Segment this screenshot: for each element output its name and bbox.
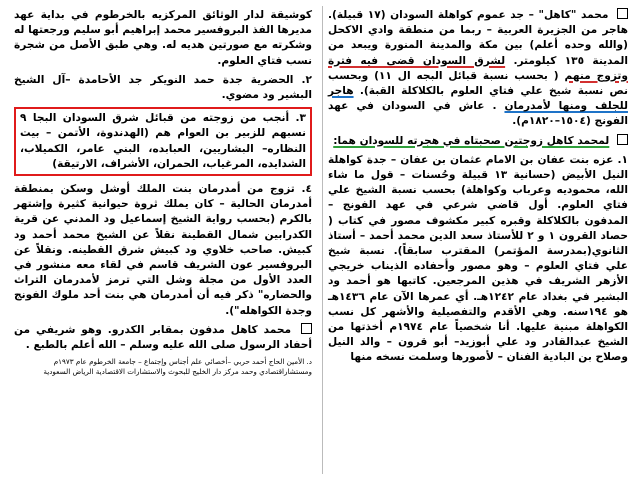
footnote-line-2: ومستشاراقتصادي وحمد مركز دار الخليج للبحوث والاستشارات الاقتصادية الرياض السعودية — [43, 367, 312, 377]
list-item-1 — [328, 153, 628, 366]
list-item-text: تزوج من أمدرمان بنت الملك أوشل وسكن بمنطقة أمدرمان الحالية – كان يملك ثروة حيوانية كثيرة وإشتهر بالكرم (بحسب رواية الشيخ إسماعيل ود المدني عن قرية الكدرابين شمال القطينة نقلاً عن الشيخ محمد أحمد ود كبيش. صاحب خلاوي ود كبيش شرق القطينه. ونقلاً عن البروفسير عون الشريف قاسم في لقاء معه منشور في العدد الأول من مجلة وشل التي ترمز لأمدرمان التراث والحضاره" ذكر فيه أن أمدرمان هي بنت أحد ملوك الفونج وجدة الكواهله"). — [14, 183, 312, 317]
intro-line-11: (١٥٠٤–١٨٢٠م). — [512, 115, 591, 128]
list-item-text: أنجب من زوجته من قبائل شرق السودان البجا ٩ نسبهم للزبير بن العوام هم (الهدندوة، الأتمن – بيت النظاره– البشاريين، العبابده، البني عامر، الكميلاب، الشدايده، المرغياب، الحمران، الأشراف، الارتيقة) — [20, 112, 306, 170]
list-item-text: الحضرية جدة حمد النويكر جد الأحامدة –آل الشيخ البشير ود مضوي. — [14, 73, 312, 102]
intro-line-7: نص نسبة شيخ علي فتاي العلوم بالكلاكلة القبة). — [359, 85, 628, 98]
right-column — [328, 8, 628, 370]
intro-highlight-married: وتزوج منهم — [564, 69, 628, 82]
bullet-checkbox-icon — [617, 134, 628, 145]
column-divider — [322, 6, 323, 474]
intro-line-2: (والله وحده أعلم) بين مكة والمدينة المنورة ويبعد من — [328, 39, 628, 52]
intro-highlight-jalaf: للجلف ومنها لأمدرمان — [504, 100, 628, 113]
highlight-box — [14, 107, 312, 176]
list-item-4 — [14, 182, 312, 319]
list-item-number: ٣. — [295, 112, 306, 125]
list-item-2 — [14, 73, 312, 103]
intro-line-1: هاجر من الجزيرة العربية – ربما من منطقة وادي الاكحل — [328, 24, 628, 37]
list-item-text: عزه بنت عفان بن الامام عثمان بن عفان – جدة كواهلة النيل الأبيض (حسانية ١٣ قبيلة وحُسنات – قول ما شاء الله، محموديه وعرباب وكواهلة) بحسب نسبة الشيخ علي فتاي العلوم. أول قاضي شرعي في عهد الفونج – المدفون بالكلاكلة وقبره كبير مكشوف مصور في كتاب ( حصاد القرون ١ و ٢ للأستاذ سعد الدين محمد أحمد – أستاذ الثانوي(بمدرسة المؤتمر) المقترب سابقاً). نسبة شيخ علي فتاي العلوم – وهو مصور وأحفاده الذيناب خريجي الأزهر الشريف في هذين المرجعين. كاتبها هو أحمد ود البشير في بغداد عام ١٢٤٢هـ. أي عمرها الآن عام ١٤٣٦هـ هو ١٩٤سنه. وهي الأقدم والتفصيلية والأشهر كل نسب الكواهلة مبنية عليها. أنا شخصياً عام ١٩٧٤م أخذتها من الشيخ عبدالقادر ود علي أبوزيد– أبو قرون – والد النيل وصلاح بن البادية الفنان – لأصورها وسلمت نسخه منها — [328, 153, 629, 364]
list-item-number: ٤. — [301, 183, 312, 196]
left-column — [14, 8, 312, 377]
intro-title: محمد "كاهل" – جد عموم كواهلة السودان (١٧ قبيلة). — [328, 9, 609, 21]
footnote-line-1: د. الأمين الحاج أحمد حربي –أخصائي علم أجناس وإجتماع – جامعة الخرطوم عام ١٩٧٣م — [53, 357, 312, 367]
list-item-number: ٢. — [301, 73, 312, 86]
intro-highlight-migrated: هاجر — [328, 85, 354, 98]
intro-line-3: المدينة ١٣٥ كيلومتر. — [513, 54, 628, 67]
wives-heading-text: لمحمد كاهل زوجتين صحبتاه في هجرته للسودان هما: — [333, 134, 610, 147]
wives-heading — [328, 134, 628, 149]
intro-highlight-east-sudan: لشرق السودان قضى فيه فترة — [328, 54, 506, 67]
intro-paragraph — [328, 8, 628, 130]
footnote — [14, 357, 312, 377]
intro-line-10: . عاش في السودان في عهد الفونج — [328, 100, 628, 128]
burial-paragraph — [14, 323, 312, 353]
bullet-checkbox-icon — [301, 323, 312, 334]
continuation-paragraph: كوشيقة لدار الوثائق المركزيه بالخرطوم في بداية عهد مديرها الفذ البروفسير محمد إبراهيم أبو سليم ورجعتها له وشكرته مع صورتين هديه له. وهي طبق الأصل من شجرة نسب فتاي العلوم. — [13, 9, 312, 67]
burial-text: محمد كاهل مدفون بمقابر الكدرو. وهو شريفي من أحفاد الرسول صلى الله عليه وسلم – الله أعلم بالطبع . — [14, 323, 312, 352]
list-item-number: ١. — [617, 153, 628, 166]
bullet-checkbox-icon — [617, 8, 628, 19]
intro-line-6: ( بحسب نسبة قبائل البجه ال ١١) وبحسب — [328, 69, 559, 82]
